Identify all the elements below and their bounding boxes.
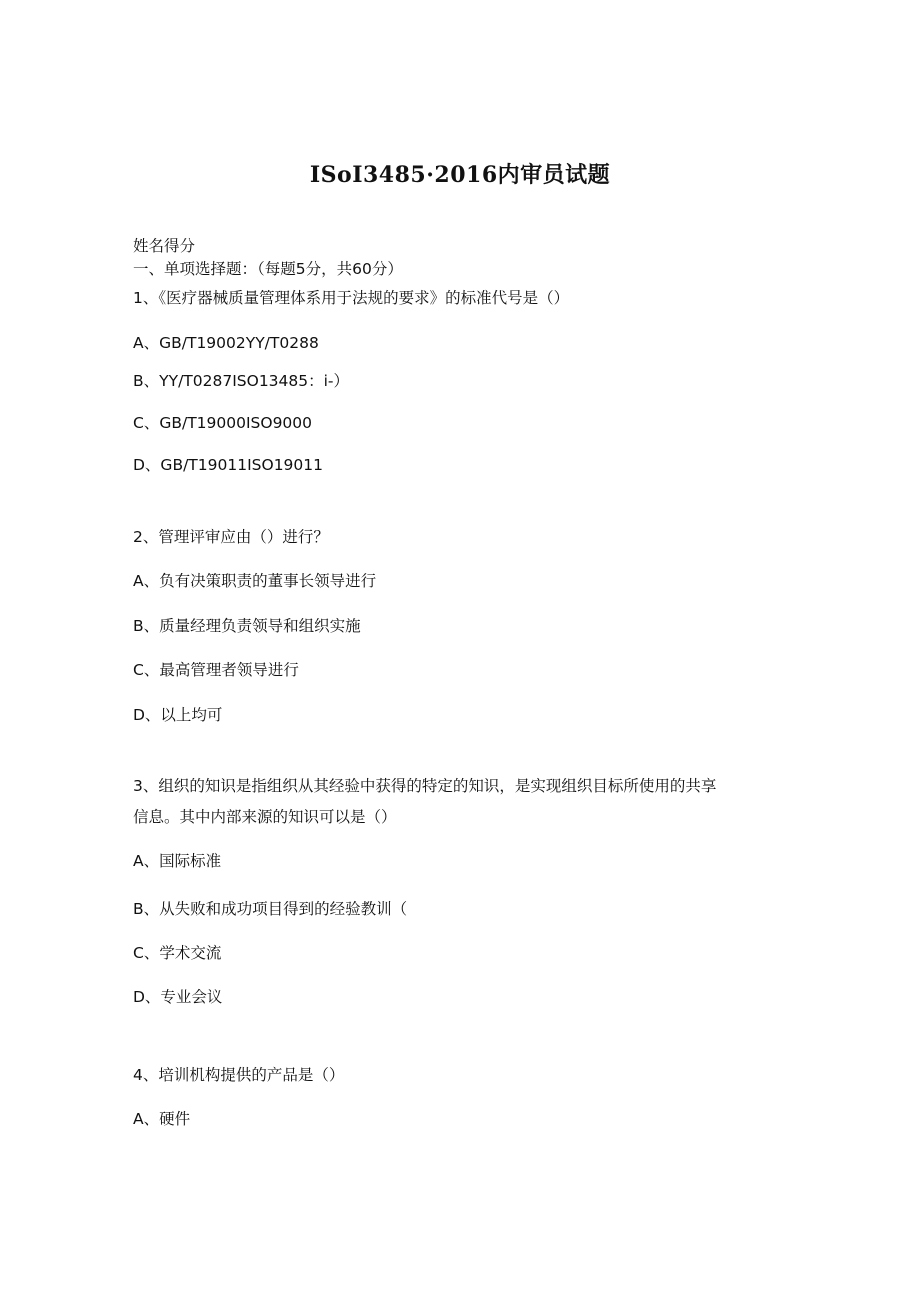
question-3-option-b: B、从失败和成功项目得到的经验教训（ xyxy=(133,900,408,918)
question-4-stem: 4、培训机构提供的产品是（） xyxy=(133,1066,345,1084)
question-3-stem-line-2: 信息。其中内部来源的知识可以是（） xyxy=(133,808,397,826)
question-3-option-a: A、国际标准 xyxy=(133,852,222,870)
question-3-option-c: C、学术交流 xyxy=(133,944,222,962)
document-title: ISoI3485·2016内审员试题 xyxy=(309,162,611,188)
question-1-option-d: D、GB/T19011ISO19011 xyxy=(133,456,323,474)
question-2-stem: 2、管理评审应由（）进行？ xyxy=(133,528,329,546)
question-2-option-a: A、负有决策职责的董事长领导进行 xyxy=(133,572,377,590)
question-1-option-c: C、GB/T19000ISO9000 xyxy=(133,414,313,432)
section-heading: 一、单项选择题：（每题5分，共60分） xyxy=(133,260,403,278)
question-1-option-b: B、YY/T0287ISO13485：i-） xyxy=(133,372,350,390)
question-2-option-c: C、最高管理者领导进行 xyxy=(133,661,299,679)
question-1-stem: 1、《医疗器械质量管理体系用于法规的要求》的标准代号是（） xyxy=(133,289,570,307)
name-score-line: 姓名得分 xyxy=(133,237,196,255)
question-4-option-a: A、硬件 xyxy=(133,1110,191,1128)
question-2-option-d: D、以上均可 xyxy=(133,706,223,724)
question-3-stem-line-1: 3、组织的知识是指组织从其经验中获得的特定的知识，是实现组织目标所使用的共享 xyxy=(133,777,717,795)
question-3-option-d: D、专业会议 xyxy=(133,988,223,1006)
question-2-option-b: B、质量经理负责领导和组织实施 xyxy=(133,617,361,635)
question-1-option-a: A、GB/T19002YY/T0288 xyxy=(133,334,319,352)
